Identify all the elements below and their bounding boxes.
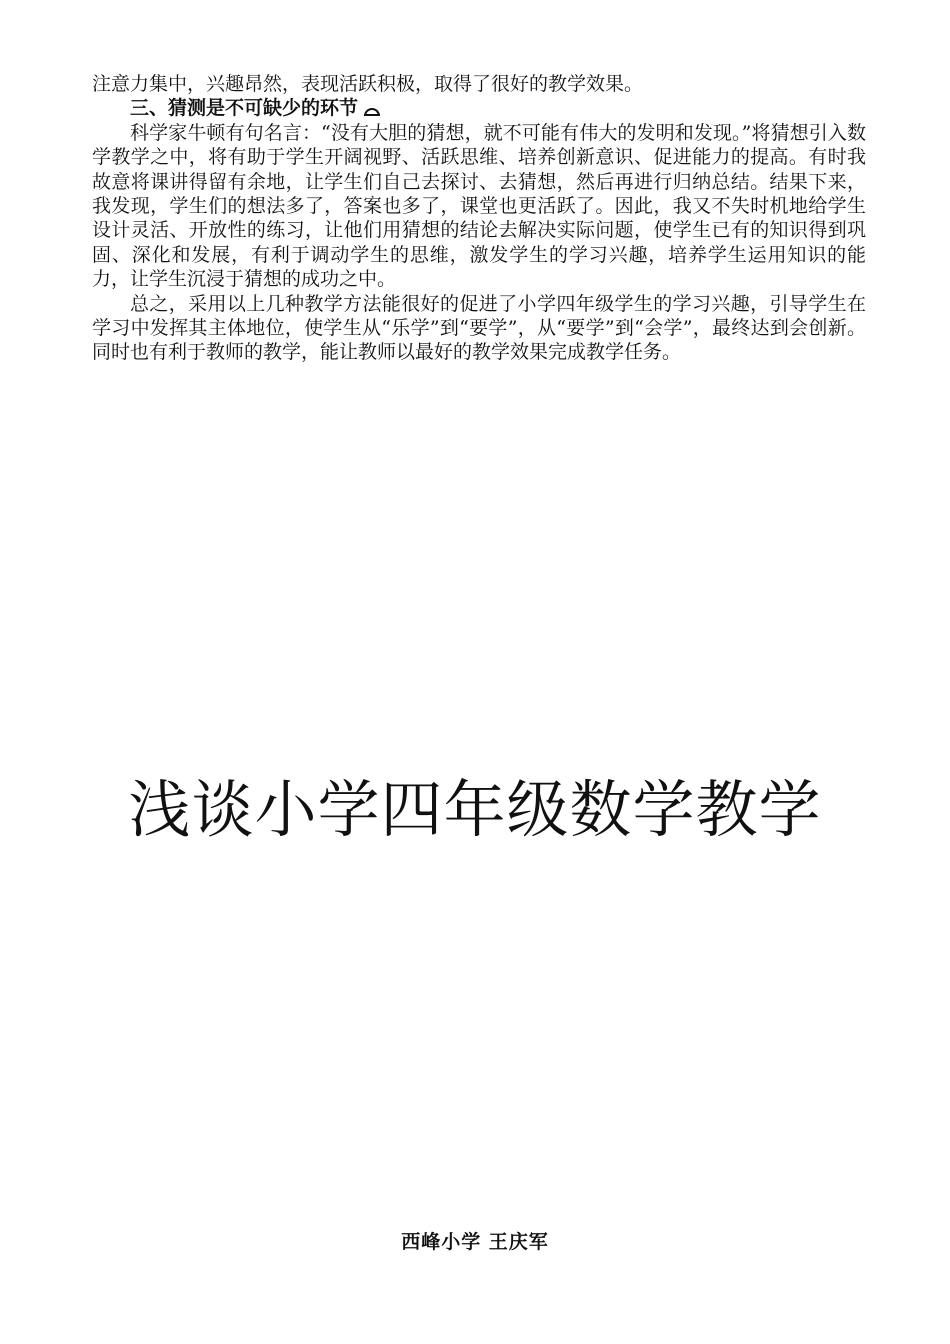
document-title: 浅谈小学四年级数学教学 bbox=[128, 773, 822, 846]
paragraph-mark-icon bbox=[364, 108, 380, 116]
paragraph-continuation: 注意力集中，兴趣昂然，表现活跃积极，取得了很好的教学效果。 bbox=[92, 73, 644, 95]
paragraph-newton: 科学家牛顿有句名言：“没有大胆的猜想，就不可能有伟大的发明和发现。”将猜想引入数学教学之中，将有助于学生开阔视野、活跃思维、培养创新意识、促进能力的提高。有时我故意将课讲得留有余地，让学生们自己去探讨、去猜想，然后再进行归纳总结。结果下来，我发现，学生们的想法多了，答案也多了，课堂也更活跃了。因此，我又不失时机地给学生设计灵活、开放性的练习，让他们用猜想的结论去解决实际问题，使学生已有的知识得到巩固、深化和发展，有利于调动学生的思维，激发学生的学习兴趣，培养学生运用知识的能力，让学生沉浸于猜想的成功之中。 bbox=[92, 121, 866, 291]
section-heading-3 bbox=[92, 96, 866, 120]
document-author: 西峰小学 王庆军 bbox=[401, 1231, 549, 1253]
body-text bbox=[92, 72, 866, 365]
paragraph-conclusion: 总之，采用以上几种教学方法能很好的促进了小学四年级学生的学习兴趣，引导学生在学习中发挥其主体地位，使学生从“乐学”到“要学”，从“要学”到“会学”，最终达到会创新。同时也有利于教师的教学，能让教师以最好的教学效果完成教学任务。 bbox=[92, 292, 866, 364]
section-heading-3-text: 三、猜测是不可缺少的环节 bbox=[130, 97, 359, 120]
